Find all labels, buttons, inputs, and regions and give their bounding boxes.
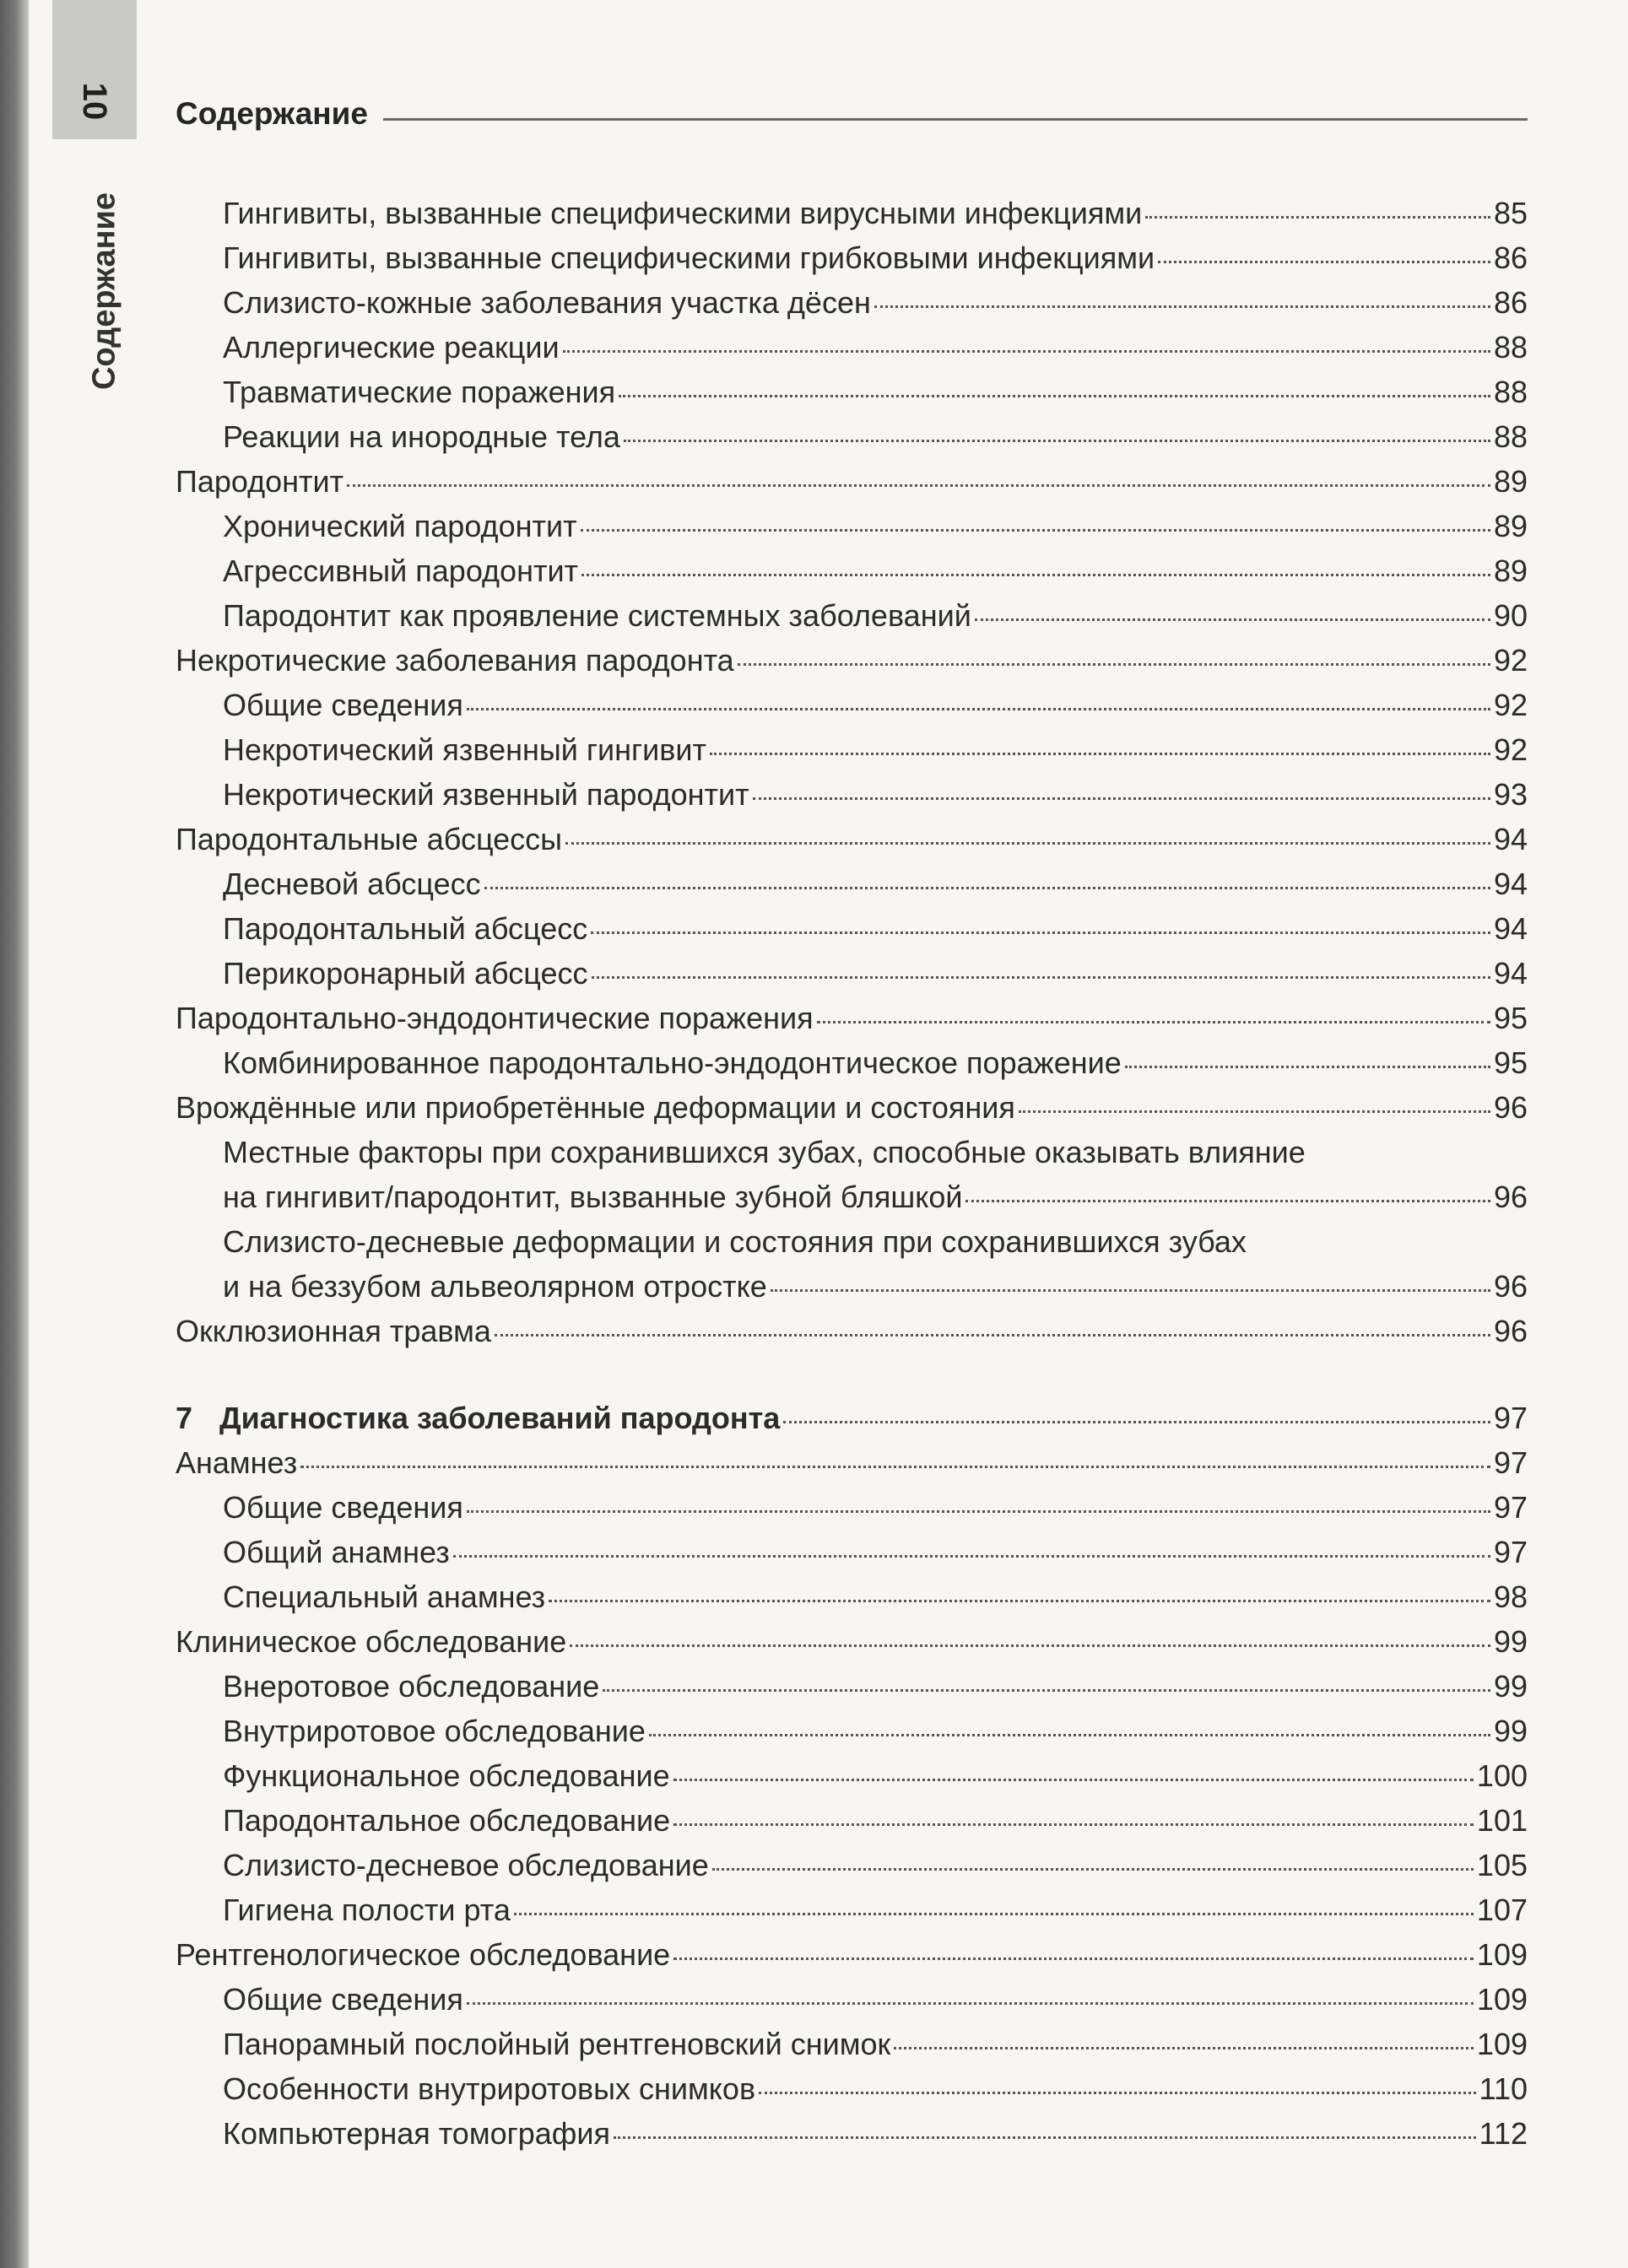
toc-entry <box>176 1932 1528 1977</box>
dot-leader <box>673 1958 1474 1960</box>
toc-entry-label: Общие сведения <box>223 1490 463 1525</box>
toc-entry-label: на гингивит/пародонтит, вызванные зубной бляшкой <box>223 1180 963 1214</box>
dot-leader <box>1145 216 1490 219</box>
toc-entry-label: Слизисто-десневые деформации и состояния при сохранившихся зубах <box>223 1224 1247 1259</box>
toc-entry-label: Гигиена полости рта <box>223 1893 511 1927</box>
dot-leader <box>467 708 1490 710</box>
toc-entry <box>176 414 1528 459</box>
toc-entry-label: Внеротовое обследование <box>223 1669 600 1704</box>
dot-leader <box>347 484 1490 487</box>
chapter-title <box>176 1396 780 1440</box>
toc-entry <box>176 683 1528 727</box>
chapter-title-text: Диагностика заболеваний пародонта <box>219 1401 781 1435</box>
toc-entry-page: 93 <box>1493 777 1528 812</box>
dot-leader <box>624 440 1490 442</box>
dot-leader <box>495 1334 1490 1336</box>
toc-entry-page: 112 <box>1479 2116 1528 2151</box>
toc-entry <box>176 1709 1528 1753</box>
toc-entry-label: Агрессивный пародонтит <box>223 554 579 588</box>
toc-entry <box>176 325 1528 370</box>
toc-entry <box>176 1085 1528 1130</box>
toc-entry-label: Общий анамнез <box>223 1535 450 1569</box>
toc-entry-page: 96 <box>1493 1090 1528 1125</box>
toc-entry <box>176 191 1528 235</box>
toc-entry-label: и на беззубом альвеолярном отростке <box>223 1269 767 1304</box>
dot-leader <box>570 1644 1490 1647</box>
dot-leader <box>975 618 1490 621</box>
toc-entry <box>176 817 1528 861</box>
toc-entry <box>176 459 1528 504</box>
toc-entry-label: Некротический язвенный пародонтит <box>223 777 749 812</box>
toc-entry-label: Специальный анамнез <box>223 1580 546 1614</box>
dot-leader <box>965 1200 1490 1202</box>
toc-entry-label: Хронический пародонтит <box>223 509 577 543</box>
page-header <box>176 84 1528 132</box>
toc-entry-page: 89 <box>1493 464 1528 499</box>
toc-entry-page: 86 <box>1493 285 1528 320</box>
toc-entry <box>176 1530 1528 1574</box>
toc-entry-label: Слизисто-десневое обследование <box>223 1848 709 1882</box>
toc-entry-page: 101 <box>1476 1803 1528 1838</box>
toc-entry <box>176 235 1528 280</box>
toc-entry-page: 92 <box>1493 688 1528 722</box>
dot-leader <box>1158 261 1490 263</box>
toc-entry <box>176 1440 1528 1485</box>
dot-leader <box>771 1289 1490 1292</box>
toc-entry-page: 109 <box>1476 1982 1528 2017</box>
toc-entry-label: Окклюзионная травма <box>176 1314 491 1348</box>
toc-entry-page: 95 <box>1493 1045 1528 1080</box>
dot-leader <box>614 2136 1476 2139</box>
toc-entry <box>176 1040 1528 1085</box>
dot-leader <box>565 842 1490 845</box>
toc-entry <box>176 280 1528 325</box>
dot-leader <box>783 1421 1490 1423</box>
page-number: 10 <box>76 82 114 121</box>
dot-leader <box>759 2092 1476 2094</box>
toc-entry-label: Гингивиты, вызванные специфическими грибковыми инфекциями <box>223 240 1155 275</box>
toc-entry-page: 94 <box>1493 911 1528 946</box>
dot-leader <box>894 2047 1474 2049</box>
chapter-number: 7 <box>176 1401 193 1435</box>
dot-leader <box>874 305 1490 308</box>
toc-entry-label: Реакции на инородные тела <box>223 419 620 454</box>
dot-leader <box>712 1868 1474 1871</box>
toc-entry-label: Врождённые или приобретённые деформации и состояния <box>176 1090 1015 1125</box>
toc-entry-label: Рентгенологическое обследование <box>176 1937 671 1972</box>
toc-entry-label: Общие сведения <box>223 1982 463 2017</box>
toc-entry <box>176 1264 1528 1309</box>
toc-entry-label: Пародонтальное обследование <box>223 1803 671 1838</box>
dot-leader <box>581 574 1490 576</box>
dot-leader <box>673 1823 1474 1826</box>
dot-leader <box>563 350 1490 353</box>
dot-leader <box>619 395 1490 397</box>
toc-entry <box>176 1574 1528 1619</box>
chapter-page: 97 <box>1493 1401 1528 1435</box>
dot-leader <box>1019 1110 1490 1113</box>
toc-entry-page: 105 <box>1476 1848 1528 1882</box>
toc-entry-page: 89 <box>1493 509 1528 543</box>
toc-entry <box>176 1219 1528 1264</box>
toc-entry <box>176 548 1528 593</box>
toc-entry-label: Комбинированное пародонтально-эндодонтическое поражение <box>223 1045 1122 1080</box>
toc-entry-page: 96 <box>1493 1269 1528 1304</box>
toc-entry-label: Перикоронарный абсцесс <box>223 956 588 991</box>
toc-entry-page: 92 <box>1493 732 1528 767</box>
toc-entry <box>176 370 1528 414</box>
toc-entry <box>176 2066 1528 2111</box>
toc-entry-page: 90 <box>1493 598 1528 633</box>
toc-entry-label: Компьютерная томография <box>223 2116 610 2151</box>
dot-leader <box>581 529 1490 532</box>
toc-list <box>176 191 1528 2156</box>
dot-leader <box>738 663 1490 666</box>
toc-entry <box>176 906 1528 951</box>
toc-entry <box>176 861 1528 906</box>
dot-leader <box>300 1466 1490 1468</box>
toc-entry-page: 88 <box>1493 375 1528 409</box>
toc-entry-label: Внутриротовое обследование <box>223 1714 646 1748</box>
toc-entry <box>176 1977 1528 2022</box>
dot-leader <box>514 1913 1474 1915</box>
dot-leader <box>549 1600 1490 1602</box>
dot-leader <box>467 2002 1474 2005</box>
toc-entry-page: 96 <box>1493 1180 1528 1214</box>
dot-leader <box>649 1734 1490 1736</box>
toc-entry-label: Гингивиты, вызванные специфическими вирусными инфекциями <box>223 196 1143 230</box>
toc-entry-label: Функциональное обследование <box>223 1758 670 1793</box>
toc-entry <box>176 1843 1528 1887</box>
toc-entry-label: Общие сведения <box>223 688 463 722</box>
toc-entry-page: 94 <box>1493 867 1528 901</box>
toc-entry-label: Некротический язвенный гингивит <box>223 732 706 767</box>
toc-entry <box>176 1753 1528 1798</box>
toc-entry <box>176 2111 1528 2156</box>
toc-entry <box>176 1174 1528 1219</box>
toc-entry-page: 97 <box>1493 1445 1528 1480</box>
toc-entry-page: 98 <box>1493 1580 1528 1614</box>
toc-entry-page: 110 <box>1479 2071 1528 2106</box>
toc-entry <box>176 1130 1528 1174</box>
scan-edge <box>0 0 29 2268</box>
toc-entry-page: 99 <box>1493 1669 1528 1704</box>
toc-entry <box>176 504 1528 548</box>
toc-entry-label: Местные факторы при сохранившихся зубах, способные оказывать влияние <box>223 1135 1306 1169</box>
toc-entry-page: 94 <box>1493 956 1528 991</box>
toc-entry <box>176 638 1528 683</box>
dot-leader <box>603 1689 1490 1692</box>
toc-entry <box>176 1887 1528 1932</box>
toc-entry-page: 95 <box>1493 1001 1528 1035</box>
toc-entry-page: 97 <box>1493 1490 1528 1525</box>
toc-entry-page: 107 <box>1476 1893 1528 1927</box>
toc-entry-page: 85 <box>1493 196 1528 230</box>
toc-entry-label: Пародонтальный абсцесс <box>223 911 588 946</box>
toc-entry-label: Пародонтит <box>176 464 344 499</box>
toc-entry-label: Некротические заболевания пародонта <box>176 643 734 678</box>
toc-entry-page: 92 <box>1493 643 1528 678</box>
header-title: Содержание <box>176 96 368 131</box>
toc-entry-page: 89 <box>1493 554 1528 588</box>
toc-entry-label: Панорамный послойный рентгеновский снимок <box>223 2027 891 2061</box>
toc-entry <box>176 1619 1528 1664</box>
toc-entry-label: Пародонтит как проявление системных заболеваний <box>223 598 971 633</box>
dot-leader <box>1125 1066 1490 1068</box>
toc-entry-label: Десневой абсцесс <box>223 867 481 901</box>
toc-entry-label: Слизисто-кожные заболевания участка дёсен <box>223 285 871 320</box>
toc-entry-page: 100 <box>1476 1758 1528 1793</box>
header-rule <box>383 118 1528 121</box>
toc-entry-page: 96 <box>1493 1314 1528 1348</box>
toc-entry-page: 88 <box>1493 330 1528 364</box>
side-section-title: Содержание <box>86 192 122 391</box>
toc-entry <box>176 1309 1528 1353</box>
toc-entry-page: 99 <box>1493 1624 1528 1659</box>
toc-entry-page: 88 <box>1493 419 1528 454</box>
toc-entry <box>176 772 1528 817</box>
dot-leader <box>753 797 1490 800</box>
dot-leader <box>673 1779 1474 1781</box>
toc-entry-label: Анамнез <box>176 1445 298 1480</box>
dot-leader <box>467 1510 1490 1513</box>
toc-entry-label: Пародонтально-эндодонтические поражения <box>176 1001 814 1035</box>
toc-entry <box>176 593 1528 638</box>
toc-entry <box>176 996 1528 1040</box>
toc-entry-page: 99 <box>1493 1714 1528 1748</box>
toc-entry-page: 97 <box>1493 1535 1528 1569</box>
toc-entry <box>176 1664 1528 1709</box>
toc-entry-label: Особенности внутриротовых снимков <box>223 2071 756 2106</box>
toc-entry <box>176 951 1528 996</box>
dot-leader <box>817 1021 1490 1023</box>
toc-entry-page: 86 <box>1493 240 1528 275</box>
toc-entry-label: Пародонтальные абсцессы <box>176 822 563 856</box>
toc-entry-label: Травматические поражения <box>223 375 616 409</box>
toc-entry-label: Клиническое обследование <box>176 1624 567 1659</box>
toc-entry <box>176 1485 1528 1530</box>
toc-entry <box>176 2022 1528 2066</box>
toc-entry <box>176 727 1528 772</box>
dot-leader <box>592 976 1490 979</box>
toc-entry <box>176 1798 1528 1843</box>
dot-leader <box>710 753 1490 755</box>
chapter-heading <box>176 1396 1528 1440</box>
toc-entry-page: 109 <box>1476 2027 1528 2061</box>
toc-entry-page: 94 <box>1493 822 1528 856</box>
toc-entry-label: Аллергические реакции <box>223 330 560 364</box>
dot-leader <box>484 887 1490 889</box>
dot-leader <box>591 932 1490 934</box>
dot-leader <box>453 1555 1490 1558</box>
toc-entry-page: 109 <box>1476 1937 1528 1972</box>
